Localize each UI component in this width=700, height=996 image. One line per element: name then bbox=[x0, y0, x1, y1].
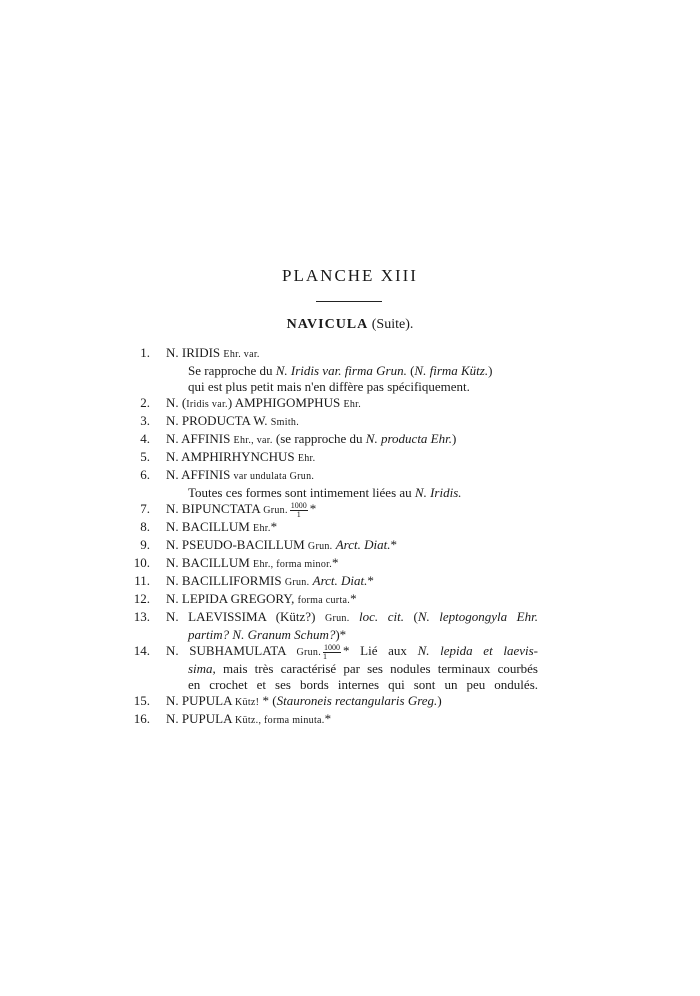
italic-text: Stauroneis rectangularis Greg. bbox=[276, 693, 438, 708]
entry-line bbox=[166, 661, 538, 677]
fraction-numerator: 1000 bbox=[324, 642, 340, 652]
entry-text bbox=[166, 693, 538, 711]
entry-line bbox=[166, 363, 538, 379]
list-item bbox=[0, 431, 700, 449]
list-item bbox=[0, 643, 700, 693]
species-list bbox=[0, 345, 700, 729]
italic-text: Arct. Diat. bbox=[312, 573, 368, 588]
small-caps-text: Ehr. bbox=[253, 523, 271, 534]
entry-number: 16. bbox=[133, 711, 150, 726]
list-item bbox=[0, 467, 700, 501]
text-run: en crochet et ses bords internes qui sont un peu ondulés. bbox=[188, 677, 538, 692]
text-run: * bbox=[390, 537, 397, 552]
list-item bbox=[0, 413, 700, 431]
text-run: * bbox=[270, 519, 278, 534]
text-run: N. BIPUNCTATA bbox=[166, 501, 264, 516]
list-item bbox=[0, 693, 700, 711]
text-run: N. AMPHIRHYNCHUS bbox=[166, 449, 298, 464]
entry-text bbox=[166, 591, 538, 609]
text-run: N. SUBHAMULATA bbox=[166, 643, 297, 658]
small-caps-text: Iridis var. bbox=[186, 399, 228, 410]
entry-line bbox=[166, 449, 538, 467]
small-caps-text: Grun. bbox=[324, 613, 350, 624]
entry-line bbox=[166, 643, 538, 661]
italic-text: N. lepida et laevis- bbox=[417, 643, 539, 658]
entry-number: 7. bbox=[140, 501, 150, 516]
text-run: * Lié aux bbox=[343, 643, 418, 658]
text-run: N. PUPULA bbox=[166, 711, 235, 726]
entry-text bbox=[166, 643, 538, 693]
entry-line bbox=[166, 537, 538, 555]
entry-line bbox=[166, 693, 538, 711]
entry-line bbox=[166, 413, 538, 431]
text-run: qui est plus petit mais n'en diffère pas spécifiquement. bbox=[188, 379, 470, 394]
list-item bbox=[0, 711, 700, 729]
entry-line bbox=[166, 485, 538, 501]
small-caps-text: Smith. bbox=[270, 417, 299, 428]
entry-number: 6. bbox=[140, 467, 150, 482]
list-item bbox=[0, 573, 700, 591]
italic-text: Arct. Diat. bbox=[335, 537, 391, 552]
genus-suffix: (Suite). bbox=[371, 317, 414, 332]
text-run: N. BACILLUM bbox=[166, 519, 254, 534]
entry-text bbox=[166, 345, 538, 395]
entry-line bbox=[166, 677, 538, 693]
small-caps-text: forma curta. bbox=[297, 595, 351, 606]
small-caps-text: Ehr., var. bbox=[233, 435, 273, 446]
entry-number: 8. bbox=[140, 519, 150, 534]
small-caps-text: Ehr. bbox=[343, 399, 362, 410]
entry-text bbox=[166, 711, 538, 729]
small-caps-text: var undulata Grun. bbox=[233, 471, 315, 482]
small-caps-text: Grun. bbox=[284, 577, 310, 588]
entry-number: 11. bbox=[134, 573, 150, 588]
list-item bbox=[0, 591, 700, 609]
text-run: Toutes ces formes sont intimement liées au bbox=[188, 485, 415, 500]
entry-number: 4. bbox=[140, 431, 150, 446]
italic-text: partim? N. Granum Schum? bbox=[188, 627, 336, 642]
entry-number: 10. bbox=[133, 555, 150, 570]
list-item bbox=[0, 609, 700, 643]
text-run: * bbox=[324, 711, 332, 726]
text-run: N. BACILLUM bbox=[166, 555, 254, 570]
genus-heading bbox=[0, 317, 700, 333]
entry-text bbox=[166, 501, 538, 519]
entry-text bbox=[166, 609, 538, 643]
text-run: ) AMPHIGOMPHUS bbox=[227, 395, 344, 410]
text-run: ) bbox=[488, 363, 493, 378]
small-caps-text: Grun. bbox=[263, 505, 288, 516]
list-item bbox=[0, 555, 700, 573]
entry-line bbox=[166, 467, 538, 485]
small-caps-text: Ehr. bbox=[297, 453, 316, 464]
entry-number: 15. bbox=[133, 693, 150, 708]
italic-text: N. Iridis. bbox=[414, 485, 462, 500]
list-item bbox=[0, 345, 700, 395]
entry-line bbox=[166, 591, 538, 609]
entry-text bbox=[166, 537, 538, 555]
entry-line bbox=[166, 519, 538, 537]
small-caps-text: Kütz., forma minuta. bbox=[235, 715, 325, 726]
entry-text bbox=[166, 555, 538, 573]
entry-number: 9. bbox=[140, 537, 150, 552]
entry-number: 12. bbox=[133, 591, 150, 606]
entry-line bbox=[166, 711, 538, 729]
small-caps-text: Kütz! bbox=[235, 697, 260, 708]
entry-text bbox=[166, 431, 538, 449]
italic-text: N. Iridis var. firma Grun. bbox=[275, 363, 407, 378]
entry-line bbox=[166, 555, 538, 573]
entry-line bbox=[166, 573, 538, 591]
text-run bbox=[350, 609, 360, 624]
entry-number: 1. bbox=[140, 345, 150, 360]
entry-line bbox=[166, 431, 538, 449]
text-run: * ( bbox=[259, 693, 277, 708]
entry-text bbox=[166, 413, 538, 431]
entry-text bbox=[166, 395, 538, 413]
text-run: N. ( bbox=[166, 395, 187, 410]
italic-text: sima, bbox=[188, 661, 216, 676]
text-run: N. AFFINIS bbox=[166, 467, 234, 482]
italic-text: N. leptogongyla Ehr. bbox=[417, 609, 538, 624]
entry-number: 3. bbox=[140, 413, 150, 428]
text-run: )* bbox=[335, 627, 347, 642]
list-item bbox=[0, 501, 700, 519]
entry-number: 2. bbox=[140, 395, 150, 410]
text-run: ( bbox=[403, 609, 418, 624]
fraction-denominator: 1 bbox=[323, 651, 327, 661]
text-run: N. IRIDIS bbox=[166, 345, 224, 360]
list-item bbox=[0, 449, 700, 467]
text-run: * bbox=[350, 591, 357, 606]
entry-line bbox=[166, 501, 538, 519]
text-run: N. PRODUCTA W. bbox=[166, 413, 271, 428]
small-caps-text: Ehr. var. bbox=[223, 349, 260, 360]
list-item bbox=[0, 537, 700, 555]
entry-text bbox=[166, 449, 538, 467]
italic-text: N. producta Ehr. bbox=[365, 431, 452, 446]
text-run: mais très caractérisé par ses nodules terminaux courbés bbox=[215, 661, 538, 676]
list-item bbox=[0, 519, 700, 537]
genus-name: NAVICULA bbox=[286, 317, 369, 332]
entry-text bbox=[166, 519, 538, 537]
entry-text bbox=[166, 467, 538, 501]
plate-title: PLANCHE XIII bbox=[282, 266, 418, 285]
text-run: N. PUPULA bbox=[166, 693, 235, 708]
text-run: ( bbox=[406, 363, 415, 378]
text-run: (se rapproche du bbox=[272, 431, 366, 446]
fraction-numerator: 1000 bbox=[290, 500, 307, 510]
text-run: N. PSEUDO-BACILLUM bbox=[166, 537, 308, 552]
italic-text: N. firma Kütz. bbox=[414, 363, 489, 378]
text-run: N. BACILLIFORMIS bbox=[166, 573, 285, 588]
entry-line bbox=[166, 345, 538, 363]
magnification-fraction bbox=[290, 502, 308, 519]
list-item bbox=[0, 395, 700, 413]
entry-line bbox=[166, 627, 538, 643]
text-run: N. LEPIDA GREGORY, bbox=[166, 591, 298, 606]
text-run: * bbox=[332, 555, 339, 570]
magnification-fraction bbox=[323, 644, 341, 661]
fraction-denominator: 1 bbox=[296, 509, 301, 519]
entry-line bbox=[166, 609, 538, 627]
entry-text bbox=[166, 573, 538, 591]
text-run: * bbox=[309, 501, 317, 516]
small-caps-text: Grun. bbox=[307, 541, 333, 552]
entry-number: 14. bbox=[133, 643, 150, 658]
text-run: Se rapproche du bbox=[188, 363, 276, 378]
entry-line bbox=[166, 379, 538, 395]
text-run: N. AFFINIS bbox=[166, 431, 234, 446]
entry-number: 5. bbox=[140, 449, 150, 464]
text-run: N. LAEVISSIMA (Kütz?) bbox=[166, 609, 325, 624]
text-run: ) bbox=[452, 431, 457, 446]
small-caps-text: Grun. bbox=[296, 647, 321, 658]
text-run: ) bbox=[437, 693, 442, 708]
entry-number: 13. bbox=[133, 609, 150, 624]
small-caps-text: Ehr., forma minor. bbox=[253, 559, 333, 570]
title-rule bbox=[316, 301, 382, 302]
text-run: * bbox=[367, 573, 374, 588]
entry-line bbox=[166, 395, 538, 413]
italic-text: loc. cit. bbox=[359, 609, 404, 624]
